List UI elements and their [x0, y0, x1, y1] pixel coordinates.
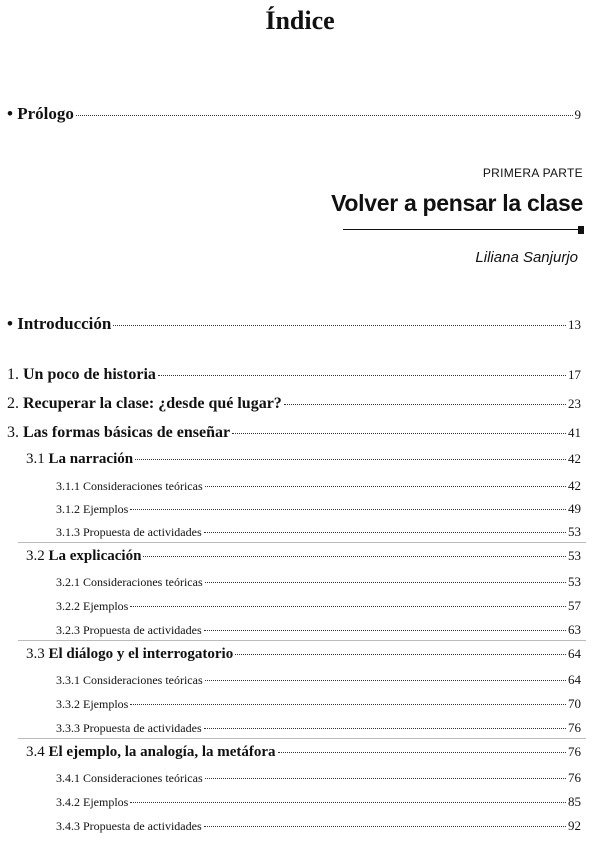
toc-subsection-3-4-3[interactable] [56, 818, 581, 834]
section-number: 3.3 [26, 646, 45, 662]
toc-entry-page: 53 [568, 574, 581, 589]
toc-subsection-3-2-1[interactable] [56, 574, 581, 590]
leader-dots [130, 704, 566, 705]
toc-entry-label: • Introducción [7, 314, 112, 333]
toc-subsection-3-3-3[interactable] [56, 720, 581, 736]
leader-dots [205, 486, 566, 487]
toc-entry-label: 3.3.2 Ejemplos [56, 697, 129, 711]
toc-subsection-3-2-2[interactable] [56, 598, 581, 614]
toc-entry-page: 17 [568, 367, 581, 382]
toc-entry-label [26, 744, 276, 761]
toc-entry-page: 9 [574, 107, 581, 122]
leader-dots [158, 375, 566, 376]
toc-entry-page: 57 [568, 598, 581, 613]
toc-entry-page: 42 [568, 478, 581, 493]
toc-entry-label: 3.4.2 Ejemplos [56, 795, 129, 809]
toc-entry-label [7, 424, 230, 442]
toc-entry-label: 3.4.3 Propuesta de actividades [56, 819, 202, 833]
toc-entry-label [26, 646, 233, 663]
toc-entry-label: 3.3.3 Propuesta de actividades [56, 721, 202, 735]
part-title-underline [343, 229, 581, 230]
toc-section-3-1[interactable] [26, 451, 581, 468]
leader-dots [130, 509, 566, 510]
toc-entry-label: 3.4.1 Consideraciones teóricas [56, 771, 203, 785]
toc-subsection-3-4-1[interactable] [56, 770, 581, 786]
section-number: 3.2 [26, 548, 45, 564]
toc-entry-label: 3.1.3 Propuesta de actividades [56, 525, 202, 539]
toc-entry-page: 13 [568, 317, 581, 332]
toc-subsection-3-2-3[interactable] [56, 622, 581, 638]
chapter-number: 1. [7, 366, 19, 383]
leader-dots [284, 404, 566, 405]
toc-entry-page: 53 [568, 524, 581, 539]
toc-entry-label [26, 548, 141, 565]
part-label: PRIMERA PARTE [482, 166, 583, 180]
toc-entry-label: • Prólogo [7, 104, 74, 123]
section-title: La explicación [48, 548, 142, 564]
section-number: 3.4 [26, 744, 45, 760]
toc-entry-page: 23 [568, 396, 581, 411]
section-title: La narración [48, 451, 134, 467]
chapter-title: Recuperar la clase: ¿desde qué lugar? [23, 395, 282, 412]
toc-entry-label: 3.2.1 Consideraciones teóricas [56, 575, 203, 589]
toc-entry-page: 41 [568, 425, 581, 440]
toc-entry-introduction[interactable] [7, 314, 581, 334]
chapter-number: 2. [7, 395, 19, 412]
leader-dots [130, 606, 566, 607]
section-divider [18, 640, 586, 641]
toc-entry-label: 3.2.3 Propuesta de actividades [56, 623, 202, 637]
toc-entry-label [26, 451, 133, 468]
section-divider [18, 738, 586, 739]
leader-dots [205, 778, 566, 779]
leader-dots [278, 752, 566, 753]
toc-subsection-3-4-2[interactable] [56, 794, 581, 810]
leader-dots [76, 115, 573, 116]
toc-entry-label: 3.3.1 Consideraciones teóricas [56, 673, 203, 687]
toc-section-3-3[interactable] [26, 646, 581, 663]
toc-subsection-3-1-2[interactable] [56, 501, 581, 517]
chapter-title: Un poco de historia [23, 366, 156, 383]
leader-dots [204, 532, 566, 533]
chapter-number: 3. [7, 424, 19, 441]
toc-entry-page: 53 [568, 548, 581, 563]
part-author: Liliana Sanjurjo [475, 249, 578, 266]
toc-entry-page: 70 [568, 696, 581, 711]
toc-entry-page: 85 [568, 794, 581, 809]
toc-section-3-4[interactable] [26, 744, 581, 761]
toc-entry-page: 76 [568, 720, 581, 735]
section-title: El diálogo y el interrogatorio [48, 646, 234, 662]
toc-chapter-2[interactable] [7, 395, 581, 413]
toc-entry-label [7, 366, 156, 384]
toc-entry-label: 3.1.1 Consideraciones teóricas [56, 479, 203, 493]
toc-chapter-1[interactable] [7, 366, 581, 384]
toc-entry-page: 92 [568, 818, 581, 833]
leader-dots [135, 459, 566, 460]
section-divider [18, 542, 586, 543]
part-title: Volver a pensar la clase [331, 190, 583, 216]
leader-dots [204, 728, 566, 729]
toc-section-3-2[interactable] [26, 548, 581, 565]
toc-subsection-3-1-3[interactable] [56, 524, 581, 540]
leader-dots [204, 826, 566, 827]
toc-entry-page: 42 [568, 451, 581, 466]
toc-entry-page: 64 [568, 646, 581, 661]
toc-entry-page: 49 [568, 501, 581, 516]
toc-entry-prologue[interactable] [7, 104, 581, 124]
toc-chapter-3[interactable] [7, 424, 581, 442]
leader-dots [205, 582, 566, 583]
leader-dots [232, 433, 566, 434]
leader-dots [204, 630, 566, 631]
leader-dots [143, 556, 566, 557]
toc-entry-label: 3.2.2 Ejemplos [56, 599, 129, 613]
toc-entry-label [7, 395, 282, 413]
leader-dots [235, 654, 566, 655]
toc-subsection-3-3-2[interactable] [56, 696, 581, 712]
toc-entry-page: 76 [568, 770, 581, 785]
toc-subsection-3-1-1[interactable] [56, 478, 581, 494]
chapter-title: Las formas básicas de enseñar [23, 424, 231, 441]
toc-entry-page: 64 [568, 672, 581, 687]
section-number: 3.1 [26, 451, 45, 467]
section-title: El ejemplo, la analogía, la metáfora [48, 744, 276, 760]
toc-subsection-3-3-1[interactable] [56, 672, 581, 688]
leader-dots [113, 325, 566, 326]
toc-entry-label: 3.1.2 Ejemplos [56, 502, 129, 516]
leader-dots [205, 680, 566, 681]
toc-entry-page: 76 [568, 744, 581, 759]
part-title-mark [578, 226, 584, 234]
leader-dots [130, 802, 566, 803]
toc-entry-page: 63 [568, 622, 581, 637]
page-title: Índice [265, 6, 335, 35]
